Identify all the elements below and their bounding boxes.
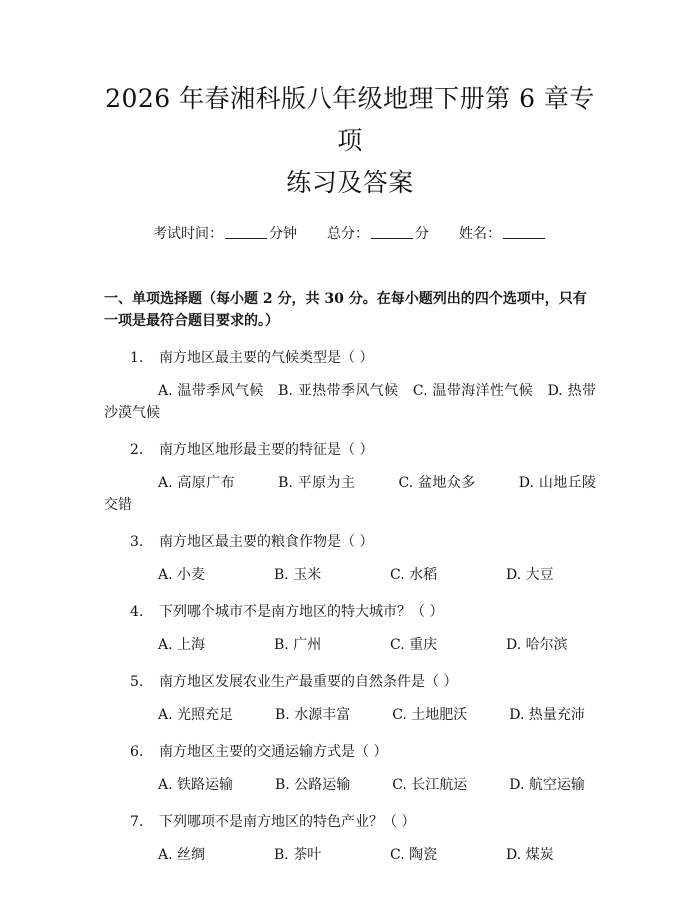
question-options: A. 光照充足 B. 水源丰富 C. 土地肥沃 D. 热量充沛 [158,707,585,723]
option-d: D. 哈尔滨 [506,637,568,653]
question-1 [104,347,596,424]
question-options [104,634,596,656]
question-number: 1. [130,350,144,366]
question-stem [104,439,596,461]
question-text: 南方地区最主要的气候类型是（ ） [159,350,374,366]
option-d: D. 煤炭 [506,847,554,863]
question-stem [104,531,596,553]
option-b: B. 玉米 [274,567,322,583]
student-name-blank [503,226,545,239]
question-text: 南方地区发展农业生产最重要的自然条件是（ ） [159,674,458,690]
student-name-field [459,224,547,244]
question-stem [104,601,596,623]
question-text: 南方地区地形最主要的特征是（ ） [159,442,374,458]
question-options: A. 铁路运输 B. 公路运输 C. 长江航运 D. 航空运输 [158,777,585,793]
question-number: 6. [130,744,144,760]
option-c: C. 陶瓷 [390,847,438,863]
total-score-field [327,224,429,244]
student-name-label: 姓名： [459,226,501,242]
option-a: A. 小麦 [158,567,206,583]
question-stem [104,671,596,693]
option-c: C. 水稻 [390,567,438,583]
total-score-label: 总分： [327,226,369,242]
exam-time-unit: 分钟 [269,226,297,242]
question-number: 4. [130,604,144,620]
question-7 [104,811,596,866]
question-stem [104,741,596,763]
option-b: B. 茶叶 [274,847,322,863]
question-options [104,844,596,866]
question-4 [104,601,596,656]
option-b: B. 广州 [274,637,322,653]
total-score-blank [371,226,413,239]
question-3 [104,531,596,586]
question-5 [104,671,596,726]
question-2 [104,439,596,516]
section-1-title: 一、单项选择题（每小题 2 分，共 30 分。在每小题列出的四个选项中，只有一项是最符合题目要求的。） [104,291,587,329]
option-c: C. 重庆 [390,637,438,653]
question-stem [104,347,596,369]
question-text: 南方地区主要的交通运输方式是（ ） [159,744,388,760]
document-title [104,78,596,204]
option-a: A. 上海 [158,637,206,653]
question-6 [104,741,596,796]
question-number: 5. [130,674,144,690]
question-options: A. 高原广布 B. 平原为主 C. 盆地众多 D. 山地丘陵交错 [104,475,596,513]
exam-time-field [153,224,297,244]
question-text: 南方地区最主要的粮食作物是（ ） [159,534,374,550]
exam-time-label: 考试时间： [153,226,223,242]
title-line-1: 2026 年春湘科版八年级地理下册第 6 章专项 [105,84,595,155]
title-line-2: 练习及答案 [286,168,414,197]
question-options: A. 温带季风气候 B. 亚热带季风气候 C. 温带海洋性气候 D. 热带沙漠气候 [104,383,596,421]
question-stem [104,811,596,833]
question-text: 下列哪项不是南方地区的特色产业？（ ） [159,814,416,830]
question-number: 3. [130,534,144,550]
exam-info-row [104,224,596,244]
total-score-unit: 分 [415,226,429,242]
question-number: 2. [130,442,144,458]
option-a: A. 丝绸 [158,847,206,863]
question-text: 下列哪个城市不是南方地区的特大城市？（ ） [159,604,444,620]
question-options [104,564,596,586]
question-number: 7. [130,814,144,830]
exam-time-blank [225,226,267,239]
option-d: D. 大豆 [506,567,554,583]
